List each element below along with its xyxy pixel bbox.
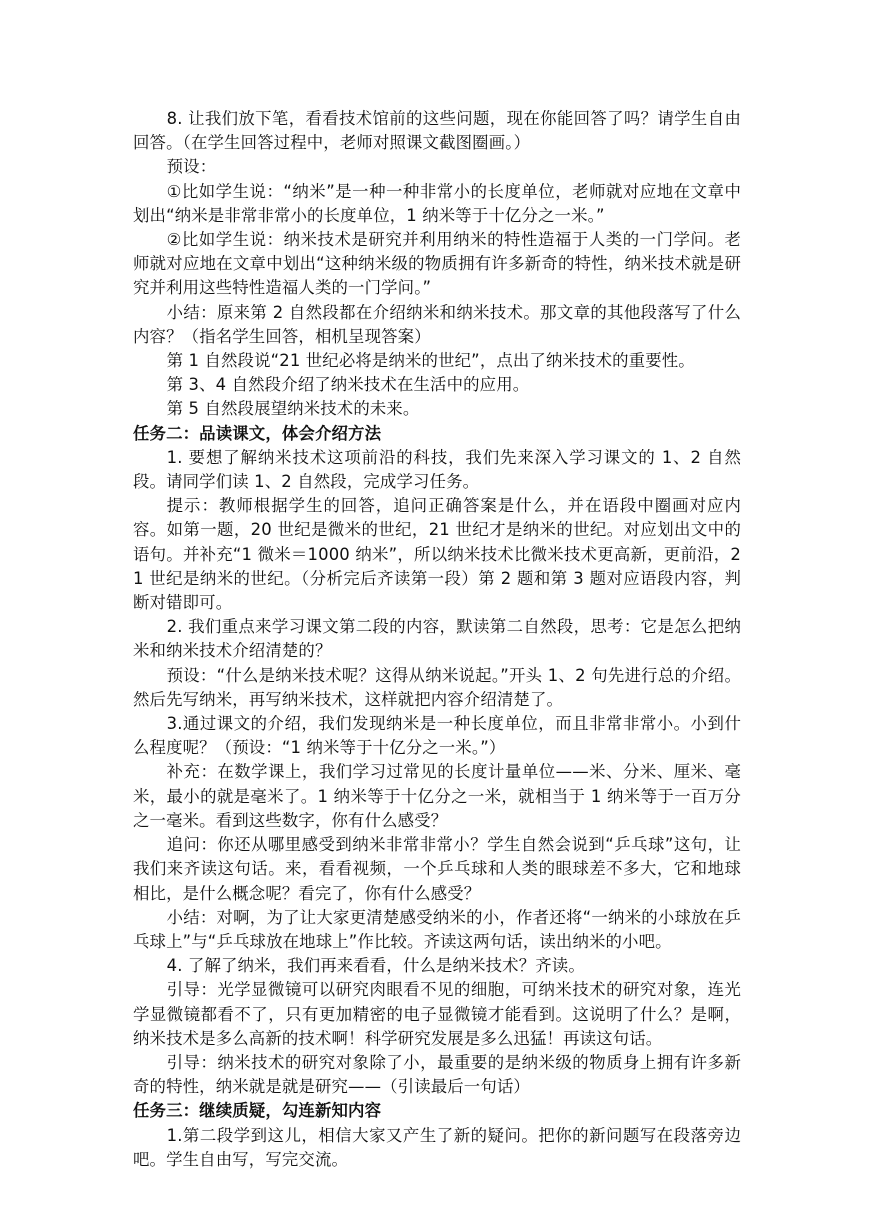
paragraph: 3.通过课文的介绍，我们发现纳米是一种长度单位，而且非常非常小。小到什么程度呢？（预设：“1 纳米等于十亿分之一米。”） — [133, 714, 741, 758]
section-heading: 任务二：品读课文，体会介绍方法 — [133, 423, 382, 443]
paragraph: 8. 让我们放下笔，看看技术馆前的这些问题，现在你能回答了吗？请学生自由回答。（在学生回答过程中，老师对照课文截图圈画。） — [133, 109, 741, 153]
paragraph: ①比如学生说：“纳米”是一种一种非常小的长度单位，老师就对应地在文章中划出“纳米是非常非常小的长度单位，1 纳米等于十亿分之一米。” — [133, 181, 741, 225]
paragraph: 小结：原来第 2 自然段都在介绍纳米和纳米技术。那文章的其他段落写了什么内容？（指名学生回答，相机呈现答案） — [133, 302, 741, 346]
paragraph: 补充：在数学课上，我们学习过常见的长度计量单位——米、分米、厘米、毫米，最小的就是毫米了。1 纳米等于十亿分之一米，就相当于 1 纳米等于一百万分之一毫米。看到这些数字，你有什么感受？ — [133, 762, 741, 830]
paragraph: 4. 了解了纳米，我们再来看看，什么是纳米技术？齐读。 — [166, 956, 585, 976]
paragraph: 预设：“什么是纳米技术呢？这得从纳米说起。”开头 1、2 句先进行总的介绍。然后先写纳米，再写纳米技术，这样就把内容介绍清楚了。 — [133, 665, 741, 709]
paragraph: 第 5 自然段展望纳米技术的未来。 — [166, 399, 420, 419]
paragraph: 第 1 自然段说“21 世纪必将是纳米的世纪”，点出了纳米技术的重要性。 — [166, 351, 695, 371]
paragraph: 追问：你还从哪里感受到纳米非常非常小？学生自然会说到“乒乓球”这句，让我们来齐读这句话。来，看看视频，一个乒乓球和人类的眼球差不多大，它和地球相比，是什么概念呢？看完了，你有什么感受？ — [133, 835, 741, 903]
paragraph: 2. 我们重点来学习课文第二段的内容，默读第二自然段，思考：它是怎么把纳米和纳米技术介绍清楚的？ — [133, 617, 741, 661]
paragraph: ②比如学生说：纳米技术是研究并利用纳米的特性造福于人类的一门学问。老师就对应地在文章中划出“这种纳米级的物质拥有许多新奇的特性，纳米技术就是研究并利用这些特性造福人类的一门学问。” — [133, 230, 741, 298]
paragraph: 引导：纳米技术的研究对象除了小，最重要的是纳米级的物质身上拥有许多新奇的特性，纳米就是就是研究——（引读最后一句话） — [133, 1052, 741, 1097]
section-heading: 任务三：继续质疑，勾连新知内容 — [133, 1101, 382, 1121]
paragraph: 提示：教师根据学生的回答，追问正确答案是什么，并在语段中圈画对应内容。如第一题，20 世纪是微米的世纪，21 世纪才是纳米的世纪。对应划出文中的语句。并补充“1 微米＝1000 纳米”，所以纳米技术比微米技术更高新，更前沿，21 世纪是纳米的世纪。（分析完后齐读第一段）第 2 题和第 3 题对应语段内容，判断对错即可。 — [133, 496, 741, 613]
document-body — [133, 107, 741, 1172]
paragraph: 第 3、4 自然段介绍了纳米技术在生活中的应用。 — [166, 375, 530, 395]
paragraph: 引导：光学显微镜可以研究肉眼看不见的细胞，可纳米技术的研究对象，连光学显微镜都看不了，只有更加精密的电子显微镜才能看到。这说明了什么？是啊，纳米技术是多么高新的技术啊！科学研究发展是多么迅猛！再读这句话。 — [133, 980, 741, 1048]
paragraph: 预设： — [166, 157, 217, 177]
paragraph: 1.第二段学到这儿，相信大家又产生了新的疑问。把你的新问题写在段落旁边吧。学生自由写，写完交流。 — [133, 1125, 741, 1169]
paragraph: 1. 要想了解纳米技术这项前沿的科技，我们先来深入学习课文的 1、2 自然段。请同学们读 1、2 自然段，完成学习任务。 — [133, 447, 741, 492]
paragraph: 小结：对啊，为了让大家更清楚感受纳米的小，作者还将“一纳米的小球放在乒乓球上”与“乒乓球放在地球上”作比较。齐读这两句话，读出纳米的小吧。 — [133, 907, 741, 951]
